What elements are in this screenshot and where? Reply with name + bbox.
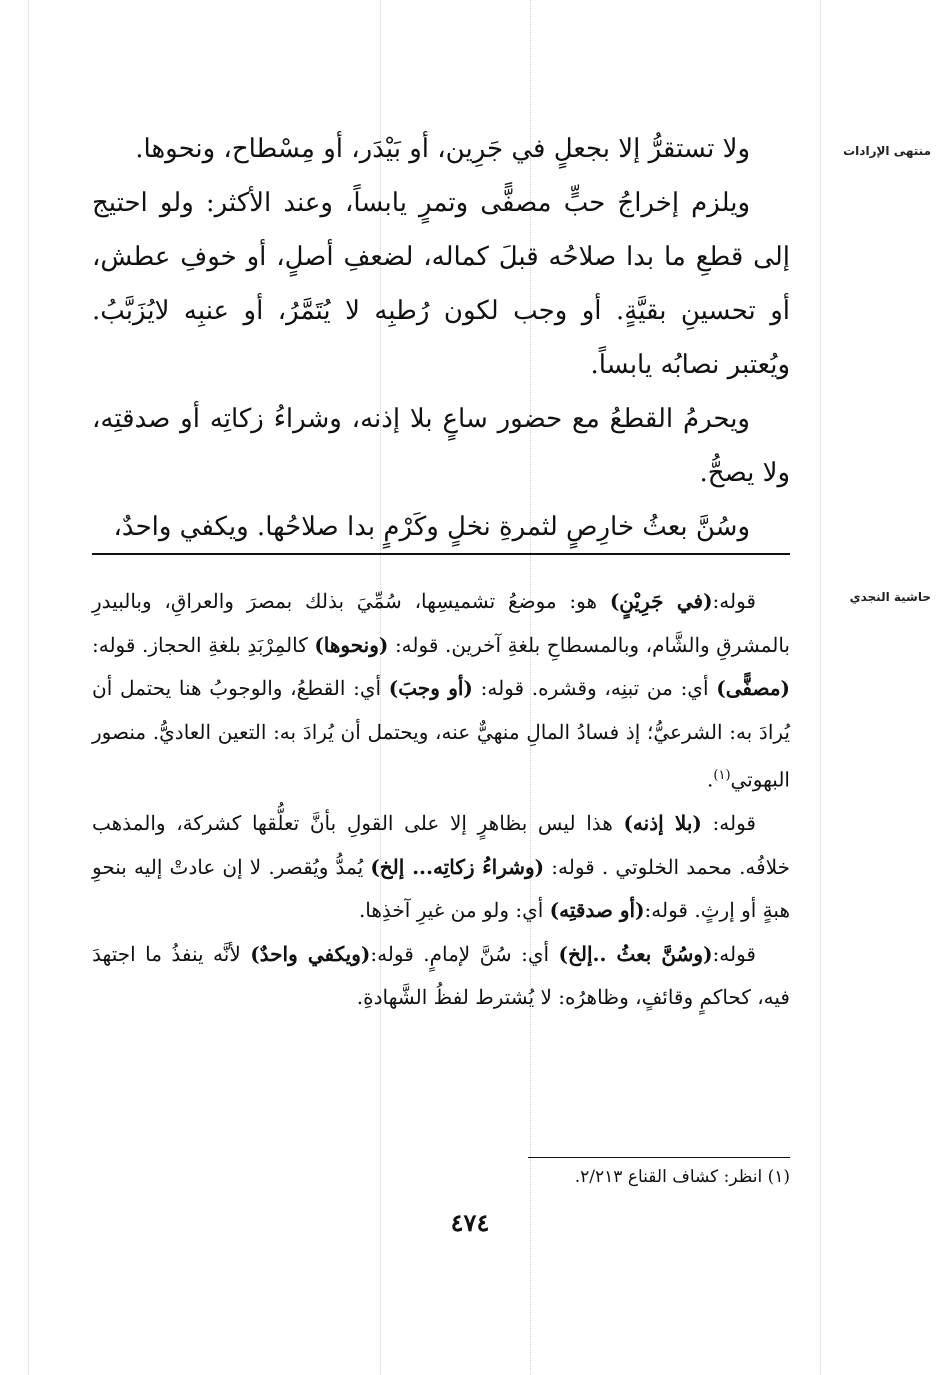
section-divider: [92, 553, 790, 555]
scan-guide-line: [820, 0, 821, 1375]
side-label-notes: حاشية النجدي: [849, 590, 931, 604]
note-quoted-term: (أو وجبَ): [388, 676, 473, 700]
commentary-notes: [92, 580, 790, 1020]
note-text: قوله:: [712, 941, 756, 966]
note-text: هو: موضعُ تشميسِها، سُمِّيَ بذلك بمصرَ والعراقِ، وبالبيدرِ بالمشرقِ والشَّام، وبالمسطاحِ بلغةِ آخرين. قوله:: [92, 589, 791, 657]
note-text: قوله:: [712, 589, 756, 613]
main-paragraph: وسُنَّ بعثُ خارِصٍ لثمرةِ نخلٍ وكَرْمٍ بدا صلاحُها. ويكفي واحدٌ،: [113, 512, 750, 542]
note-text: .: [707, 767, 714, 792]
main-paragraph: ويحرمُ القطعُ مع حضور ساعٍ بلا إذنه، وشراءُ زكاتِه أو صدقتِه، ولا يصحُّ.: [92, 404, 790, 488]
note-quoted-term: (في جَرِيْنٍ): [609, 589, 713, 613]
note-text: أي: ولو من غيرِ آخذِها.: [358, 898, 550, 923]
side-label-main: منتهى الإرادات: [843, 144, 931, 158]
note-text: قوله:: [701, 811, 756, 836]
note-paragraph: [92, 802, 790, 933]
footnote-marker: (١): [713, 768, 731, 783]
note-text: هذا ليس بظاهرٍ إلا على القولِ بأنَّ تعلُّقها كشركة، والمذهب خلافُه. محمد الخلوتي . قوله:: [92, 811, 791, 879]
page-number: ٤٧٤: [450, 1208, 490, 1237]
note-text: كالمِرْبَدِ بلغةِ الحجاز. قوله:: [92, 632, 315, 657]
note-quoted-term: (وسُنَّ بعثُ ..إلخ): [558, 941, 713, 966]
note-text: أي: من تبنِه، وقشره. قوله:: [472, 676, 717, 700]
main-text: [92, 122, 790, 554]
scan-guide-line: [28, 0, 29, 1375]
main-paragraph: ولا تستقرُّ إلا بجعلٍ في جَرِين، أو بَيْدَر، أو مِسْطاح، ونحوها.: [135, 134, 750, 164]
note-paragraph: [92, 580, 790, 802]
note-text: أي: القطعُ، والوجوبُ هنا يحتمل أن يُرادَ به: الشرعيُّ؛ إذ فسادُ المالِ منهيٌّ عنه، ويحتمل أن يُرادَ به: التعين العاديُّ. منصور البهوتي: [92, 676, 790, 792]
note-quoted-term: (مصفًّى): [716, 676, 791, 700]
note-quoted-term: (ويكفي واحدٌ): [250, 941, 371, 966]
note-text: أي: سُنَّ لإمامٍ. قوله:: [370, 941, 559, 966]
note-text: لأنَّه ينفذُ ما اجتهدَ فيه، كحاكمٍ وقائفٍ، وظاهرُه: لا يُشترط لفظُ الشَّهادةِ.: [92, 941, 790, 1010]
footnote-rule: [528, 1157, 790, 1158]
note-paragraph: [92, 933, 790, 1020]
note-quoted-term: (بلا إذنه): [623, 811, 702, 836]
note-quoted-term: (وشراءُ زكاتِه... إلخ): [370, 854, 545, 879]
note-quoted-term: (ونحوها): [314, 632, 389, 657]
note-quoted-term: (أو صدقتِه): [549, 898, 645, 923]
note-text: يُمدُّ ويُقصر. لا إن عادتْ إليه بنحوِ هبةٍ أو إرثٍ. قوله:: [92, 854, 790, 923]
footnote: (١) انظر: كشاف القناع ٢/٢١٣.: [574, 1167, 790, 1187]
main-paragraph: ويلزم إخراجُ حبٍّ مصفًّى وتمرٍ يابساً، وعند الأكثر: ولو احتيج إلى قطعِ ما بدا صلاحُه قبلَ كماله، لضعفِ أصلٍ، أو خوفِ عطش، أو تحسينِ بقيَّةٍ. أو وجب لكون رُطبِه لا يُتَمَّرُ، أو عنبِه لايُزَبَّبُ. ويُعتبر نصابُه يابساً.: [92, 188, 790, 380]
